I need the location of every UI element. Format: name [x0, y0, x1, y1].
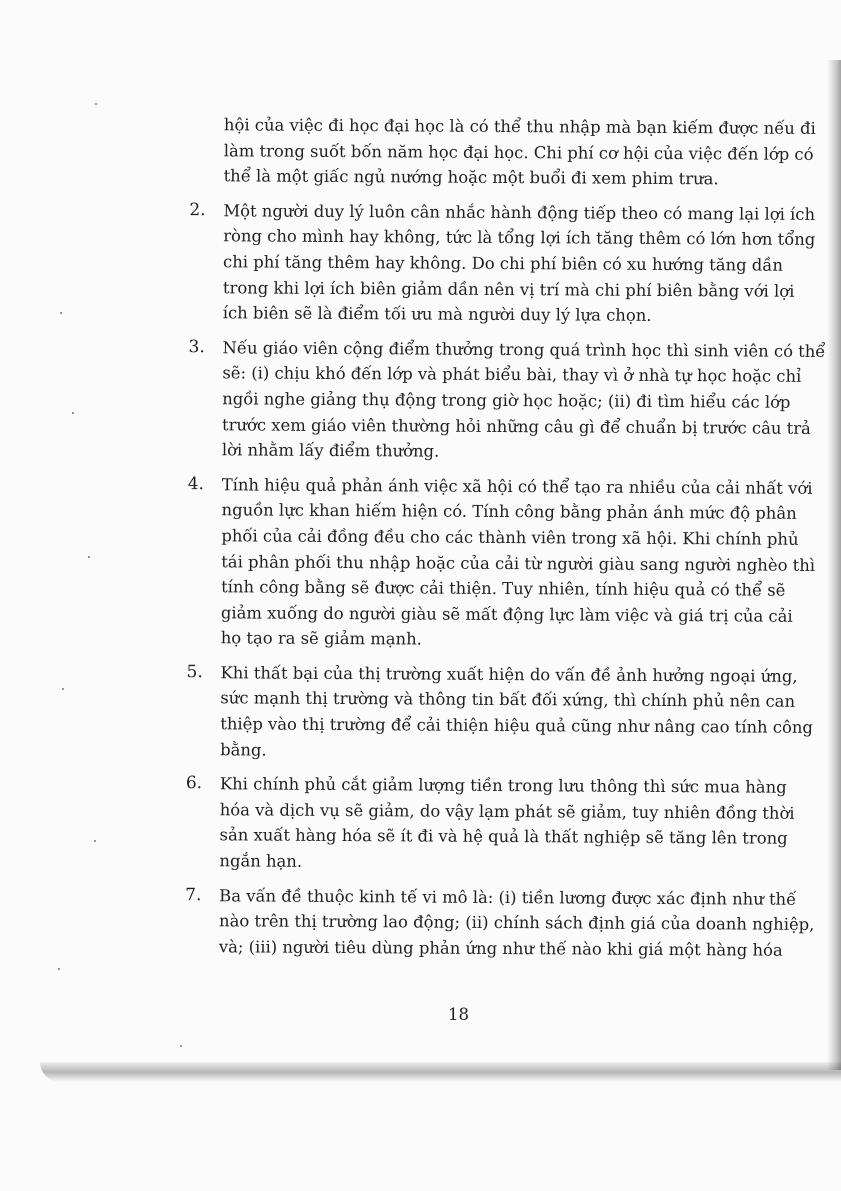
text-line: nguồn lực khan hiếm hiện có. Tính công bằng phản ánh mức độ phân: [221, 500, 797, 524]
text-line: sẽ: (i) chịu khó đến lớp và phát biểu bài, thay vì ở nhà tự học hoặc chỉ: [222, 363, 802, 387]
text-line: sản xuất hàng hóa sẽ ít đi và hệ quả là thất nghiệp sẽ tăng lên trong: [219, 825, 788, 849]
text-line: thiệp vào thị trường để cải thiện hiệu quả cũng như nâng cao tính công: [220, 714, 813, 737]
item-number: 3.: [188, 336, 205, 357]
item-number: 5.: [186, 661, 203, 683]
text-line: Khi thất bại của thị trường xuất hiện do vấn đề ảnh hưởng ngoại ứng,: [220, 663, 798, 686]
text-line: Ba vấn đề thuộc kinh tế vi mô là: (i) tiền lương được xác định như thế: [219, 885, 797, 909]
text-line: trong khi lợi ích biên giảm dần nên vị trí mà chi phí biên bằng với lợi: [222, 277, 795, 301]
intro-paragraph: [176, 112, 816, 192]
page-content: [171, 112, 826, 963]
text-line: Một người duy lý luôn cân nhắc hành động tiếp theo có mang lại lợi ích: [223, 201, 816, 224]
page-number: 18: [448, 1005, 469, 1024]
item-number: 4.: [187, 473, 205, 494]
text-line: làm trong suốt bốn năm học đại học. Chi phí cơ hội của việc đến lớp có: [223, 140, 814, 164]
list-item-4: [173, 472, 816, 655]
text-line: và; (iii) người tiêu dùng phản ứng như thế nào khi giá một hàng hóa: [218, 937, 783, 960]
item-number: 2.: [189, 199, 206, 220]
scan-speck: [58, 968, 60, 970]
text-line: hóa và dịch vụ sẽ giảm, do vậy lạm phát sẽ giảm, tuy nhiên đồng thời: [219, 800, 795, 823]
text-line: Khi chính phủ cắt giảm lượng tiền trong lưu thông thì sức mua hàng: [219, 774, 787, 797]
text-line: thể là một giấc ngủ nướng hoặc một buổi đi xem phim trưa.: [223, 166, 719, 189]
page-edge-shadow-bottom: [40, 1062, 841, 1082]
text-line: tái phân phối thu nhập hoặc của cải từ người giàu sang người nghèo thì: [221, 551, 816, 575]
scan-speck: [95, 103, 97, 105]
text-line: ích biên sẽ là điểm tối ưu mà người duy lý lựa chọn.: [222, 303, 652, 326]
text-line: ròng cho mình hay không, tức là tổng lợi ích tăng thêm có lớn hơn tổng: [223, 226, 816, 250]
text-line: Tính hiệu quả phản ánh việc xã hội có thể tạo ra nhiều của cải nhất với: [221, 475, 813, 498]
item-number: 7.: [185, 884, 202, 905]
list-item-7: [171, 883, 815, 963]
text-line: ngắn hạn.: [219, 851, 303, 871]
text-line: nào trên thị trường lao động; (ii) chính sách định giá của doanh nghiệp,: [219, 911, 815, 935]
text-line: sức mạnh thị trường và thông tin bất đối xứng, thì chính phủ nên can: [220, 688, 796, 712]
text-line: lời nhằm lấy điểm thưởng.: [221, 440, 440, 461]
scan-speck: [94, 840, 96, 842]
scan-speck: [62, 688, 64, 690]
scan-speck: [72, 412, 74, 414]
text-line: chi phí tăng thêm hay không. Do chi phí biên có xu hướng tăng dần: [223, 252, 783, 275]
text-line: họ tạo ra sẽ giảm mạnh.: [220, 628, 422, 649]
text-line: hội của việc đi học đại học là có thể thu nhập mà bạn kiếm được nếu đi: [223, 115, 816, 138]
text-line: trước xem giáo viên thường hỏi những câu gì để chuẩn bị trước câu trả: [222, 414, 811, 438]
scan-speck: [180, 1045, 182, 1047]
text-line: ngồi nghe giảng thụ động trong giờ học hoặc; (ii) đi tìm hiểu các lớp: [222, 389, 791, 412]
scan-speck: [60, 312, 62, 314]
list-item-6: [171, 771, 795, 877]
text-line: tính công bằng sẽ được cải thiện. Tuy nhiên, tính hiệu quả có thể sẽ: [221, 577, 786, 600]
item-number: 6.: [185, 773, 203, 794]
page-edge-shadow-right: [827, 60, 841, 1070]
text-line: phối của cải đồng đều cho các thành viên trong xã hội. Khi chính phủ: [221, 526, 799, 549]
list-item-3: [174, 335, 826, 467]
list-item-2: [175, 198, 816, 330]
text-line: giảm xuống do người giàu sẽ mất động lực làm việc và giá trị của cải: [220, 602, 793, 626]
text-line: bằng.: [220, 739, 267, 760]
list-item-5: [172, 660, 813, 766]
text-line: Nếu giáo viên cộng điểm thưởng trong quá trình học thì sinh viên có thể: [222, 338, 826, 361]
scan-speck: [88, 556, 90, 558]
